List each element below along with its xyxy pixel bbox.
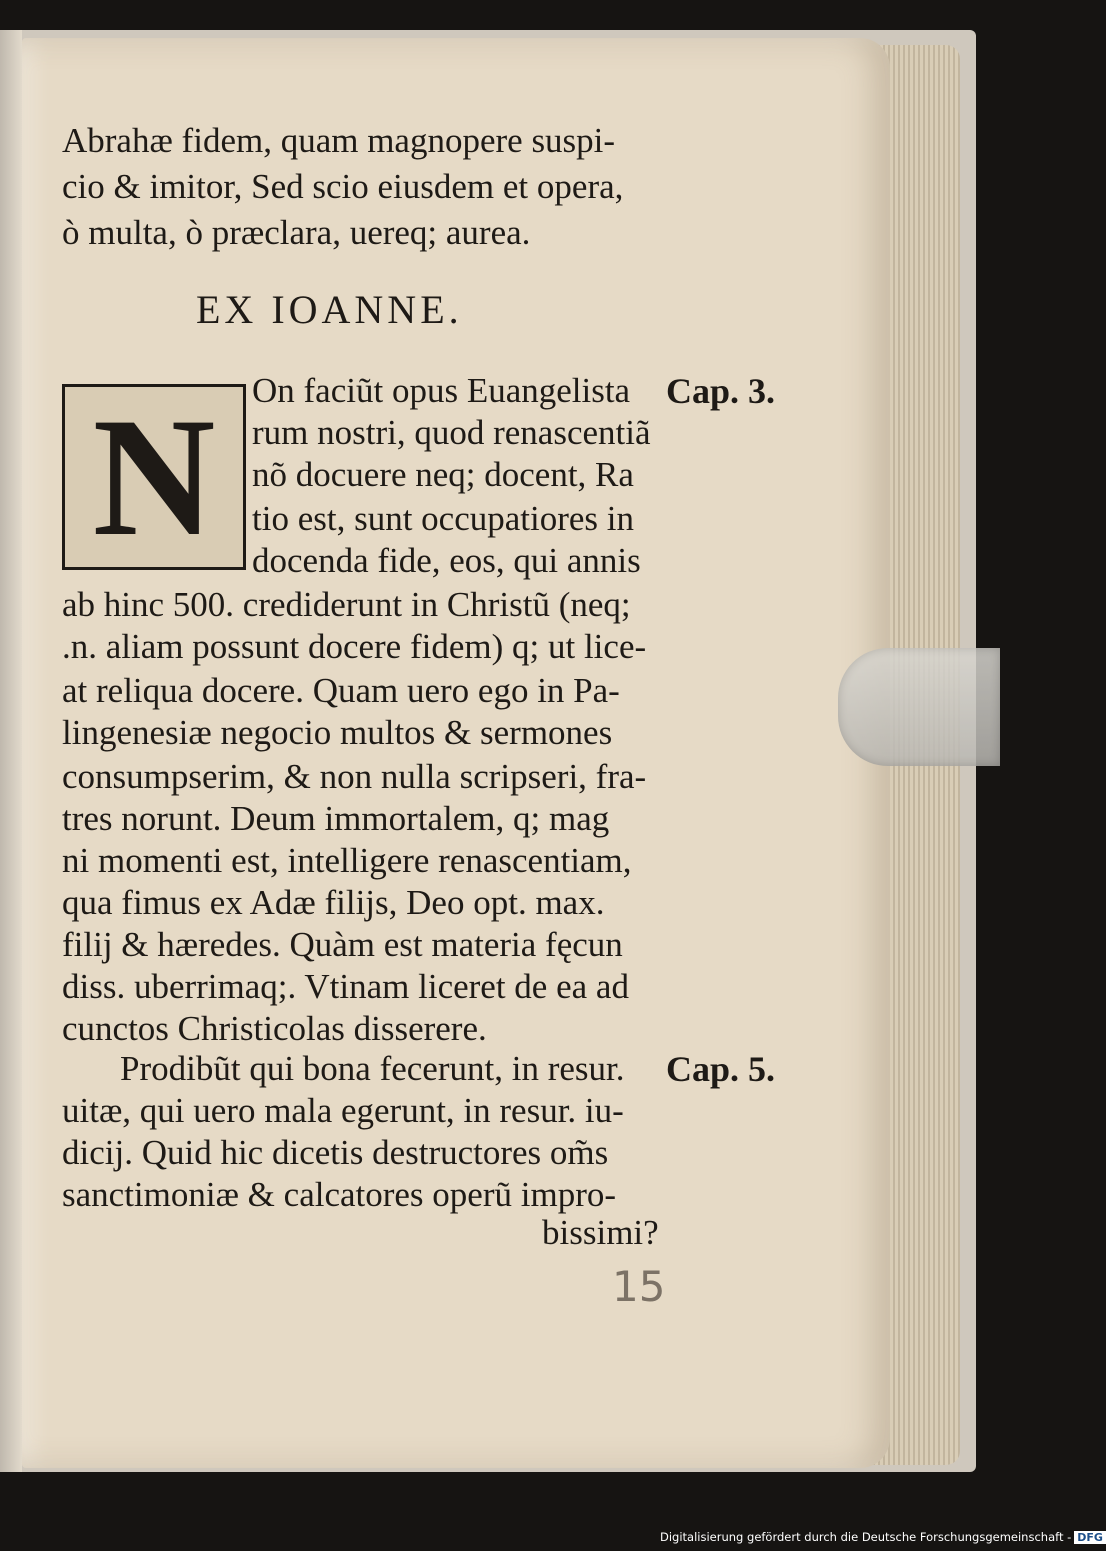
text-line: tres norunt. Deum immortalem, q; mag <box>62 799 610 838</box>
marginal-note: Cap. 3. <box>666 371 776 411</box>
text-line: lingenesiæ negocio multos & sermones <box>62 713 613 752</box>
folio-number: 15 <box>612 1262 666 1311</box>
text-line: docenda fide, eos, qui annis <box>252 541 641 580</box>
text-line: cunctos Christicolas disserere. <box>62 1009 487 1048</box>
text-line: qua fimus ex Adæ filijs, Deo opt. max. <box>62 883 605 922</box>
text-line: ab hinc 500. crediderunt in Christũ (neq; <box>62 585 631 624</box>
text-line: diss. uberrimaq;. Vtinam liceret de ea ad <box>62 967 629 1006</box>
marginal-note: Cap. 5. <box>666 1049 776 1089</box>
catchword: bissimi? <box>542 1213 659 1252</box>
footer-credit <box>660 1530 1106 1544</box>
footer-text: Digitalisierung gefördert durch die Deutsche Forschungsgemeinschaft - <box>660 1530 1072 1544</box>
text-line: ò multa, ò præclara, uereq; aurea. <box>62 213 531 252</box>
text-line: nõ docuere neq; docent, Ra <box>252 455 634 494</box>
text-line: Prodibũt qui bona fecerunt, in resur. <box>120 1049 625 1088</box>
text-line: at reliqua docere. Quam uero ego in Pa- <box>62 671 620 710</box>
dfg-logo: DFG <box>1074 1531 1106 1544</box>
text-line: rum nostri, quod renascentiã <box>252 413 651 452</box>
text-line: ni momenti est, intelligere renascentiam, <box>62 841 632 880</box>
text-line: filij & hæredes. Quàm est materia fęcun <box>62 925 623 964</box>
text-line: sanctimoniæ & calcatores operũ impro- <box>62 1175 617 1214</box>
section-heading: EX IOANNE. <box>196 287 463 332</box>
text-line: Abrahæ fidem, quam magnopere suspi- <box>62 121 616 160</box>
text-line: .n. aliam possunt docere fidem) q; ut lice- <box>62 627 647 666</box>
text-line: dicij. Quid hic dicetis destructores om̃s <box>62 1133 609 1172</box>
drop-cap-initial <box>62 384 246 570</box>
text-line: consumpserim, & non nulla scripseri, fra- <box>62 757 647 796</box>
text-line: tio est, sunt occupatiores in <box>252 499 635 538</box>
text-line: cio & imitor, Sed scio eiusdem et opera, <box>62 167 624 206</box>
text-line: uitæ, qui uero mala egerunt, in resur. iu- <box>62 1091 624 1130</box>
drop-cap-letter: N <box>92 383 216 571</box>
plastic-clip <box>838 648 1000 766</box>
book-spine <box>0 30 22 1472</box>
text-line: On faciũt opus Euangelista <box>252 371 631 410</box>
